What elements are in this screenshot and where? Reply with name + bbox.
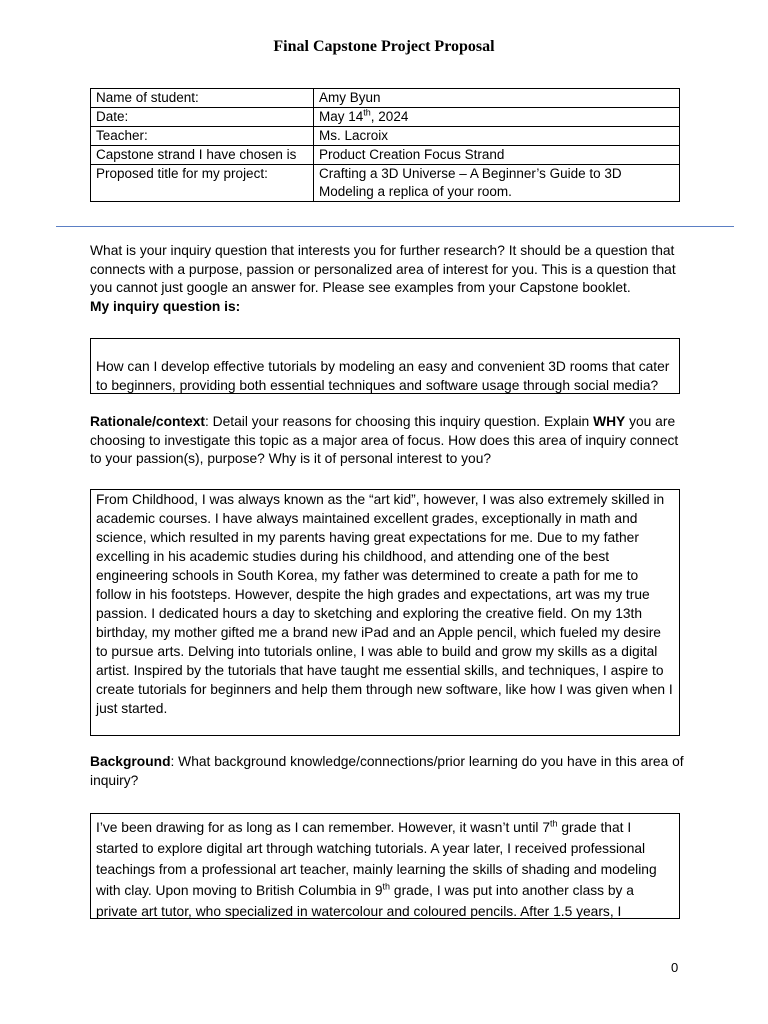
table-row bbox=[91, 127, 680, 146]
document-title: Final Capstone Project Proposal bbox=[273, 38, 495, 55]
row-label: Capstone strand I have chosen is bbox=[91, 146, 314, 165]
strand-value: Product Creation Focus Strand bbox=[314, 146, 680, 165]
rationale-prompt: Rationale/context: Detail your reasons for choosing this inquiry question. Explain WHY you are choosing to investigate this topic as a major area of focus. How does this area of inquiry connect to your passion(s), purpose? Why is it of personal interest to you? bbox=[90, 414, 679, 466]
page-number: 0 bbox=[671, 960, 679, 975]
row-label: Proposed title for my project: bbox=[91, 165, 314, 202]
row-label: Teacher: bbox=[91, 127, 314, 146]
student-name-value: Amy Byun bbox=[314, 89, 680, 108]
row-label: Date: bbox=[91, 108, 314, 127]
inquiry-prompt: What is your inquiry question that interests you for further research? It should be a question that connects with a purpose, passion or personalized area of interest for you. This is a question that you cannot just google an answer for. Please see examples from your Capstone booklet. My inquiry question is: bbox=[90, 243, 676, 314]
project-title-value: Crafting a 3D Universe – A Beginner’s Guide to 3D Modeling a replica of your room. bbox=[314, 165, 680, 202]
student-info-table bbox=[90, 88, 680, 202]
section-divider bbox=[56, 226, 734, 227]
row-label: Name of student: bbox=[91, 89, 314, 108]
rationale-answer-box: From Childhood, I was always known as the “art kid”, however, I was also extremely skilled in academic courses. I have always maintained excellent grades, exceptionally in math and science, which resulted in my parents having great expectations for me. Due to my father excelling in his academic studies during his childhood, and attending one of the best engineering schools in South Korea, my father was determined to create a path for me to follow in his footsteps. However, despite the high grades and expectations, art was my true passion. I dedicated hours a day to sketching and exploring the creative field. On my 13th birthday, my mother gifted me a brand new iPad and an Apple pencil, which fueled my desire to pursue arts. Delving into tutorials online, I was able to build and grow my skills as a digital artist. Inspired by the tutorials that have taught me essential skills, and techniques, I aspire to create tutorials for beginners and help them through new software, like how I was given when I just started. bbox=[90, 489, 680, 736]
table-row bbox=[91, 89, 680, 108]
inquiry-answer-box: How can I develop effective tutorials by modeling an easy and convenient 3D rooms that cater to beginners, providing both essential techniques and software usage through social media? bbox=[90, 338, 680, 394]
teacher-value: Ms. Lacroix bbox=[314, 127, 680, 146]
table-row bbox=[91, 108, 680, 127]
date-value: May 14th, 2024 bbox=[314, 108, 680, 127]
background-prompt: Background: What background knowledge/connections/prior learning do you have in this area of inquiry? bbox=[90, 754, 684, 788]
inquiry-heading: My inquiry question is: bbox=[90, 298, 241, 314]
table-row bbox=[91, 146, 680, 165]
background-answer-box: I’ve been drawing for as long as I can remember. However, it wasn’t until 7th grade that I started to explore digital art through watching tutorials. A year later, I received professional teachings from a professional art teacher, mainly learning the skills of shading and modeling with clay. Upon moving to British Columbia in 9th grade, I was put into another class by a private art tutor, who specialized in watercolour and coloured pencils. After 1.5 years, I bbox=[90, 813, 680, 919]
table-row bbox=[91, 165, 680, 202]
